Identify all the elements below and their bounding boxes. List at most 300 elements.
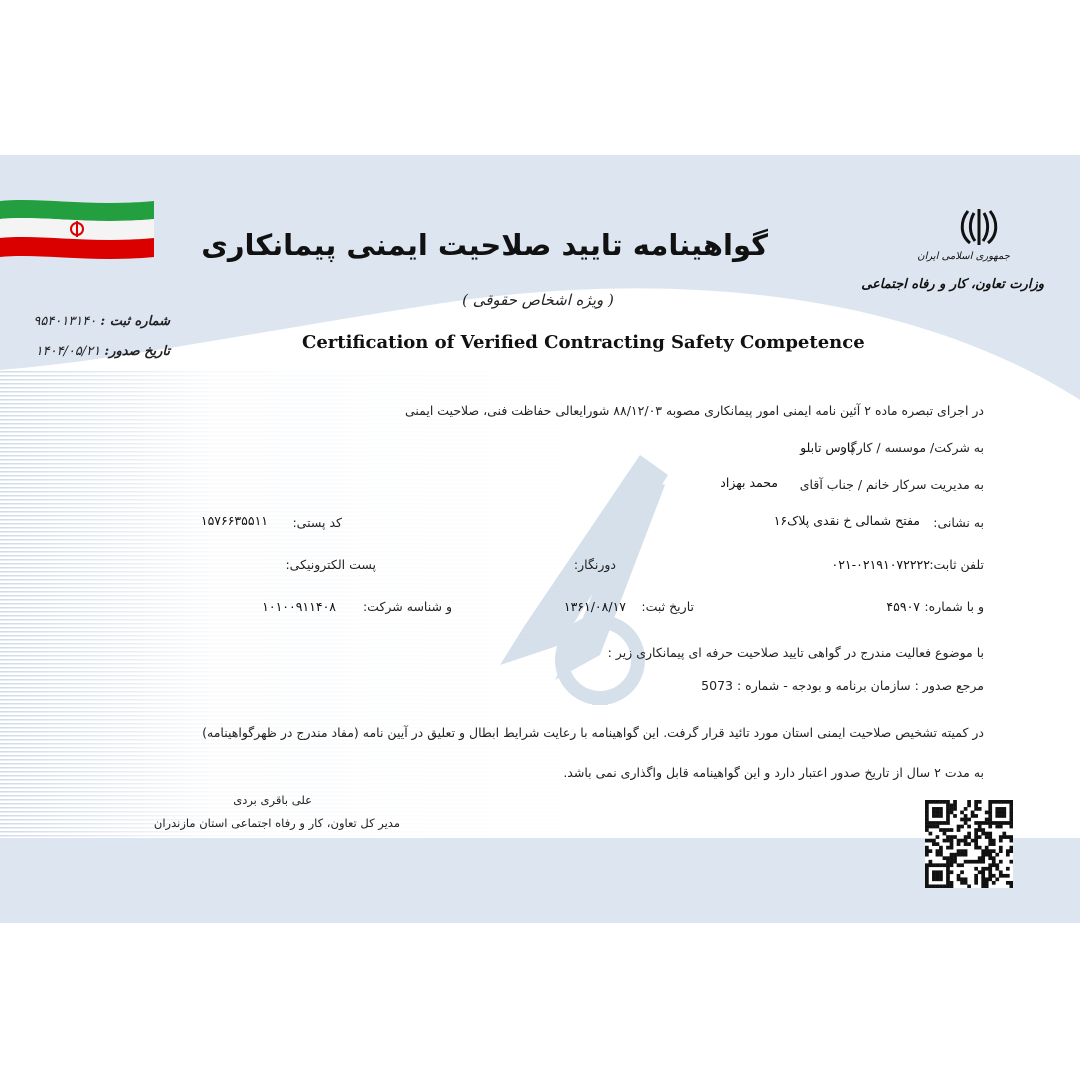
qr-module (999, 860, 1003, 864)
regdate-label: تاریخ ثبت: (641, 599, 694, 614)
qr-module (999, 870, 1003, 874)
address-label: به نشانی: (933, 515, 984, 530)
qr-module (929, 821, 933, 825)
qr-module (950, 835, 954, 839)
qr-module (981, 856, 985, 860)
registration-number-label: شماره ثبت : (100, 314, 170, 329)
qr-module (1006, 853, 1010, 857)
qr-module (999, 800, 1003, 804)
qr-module (950, 811, 954, 815)
qr-module (967, 818, 971, 822)
qr-module (1006, 874, 1010, 878)
qr-module (946, 804, 950, 808)
qr-module (974, 807, 978, 811)
qr-module (1009, 839, 1013, 843)
qr-module (1009, 800, 1013, 804)
qr-module (925, 800, 929, 804)
qr-module (943, 828, 947, 832)
qr-module (932, 821, 936, 825)
qr-module (999, 807, 1003, 811)
qr-module (981, 867, 985, 871)
qr-module (932, 811, 936, 815)
qr-module (999, 846, 1003, 850)
qr-module (995, 811, 999, 815)
qr-module (946, 814, 950, 818)
qr-module (957, 825, 961, 829)
qr-module (974, 804, 978, 808)
qr-module (995, 825, 999, 829)
qr-module (932, 807, 936, 811)
qr-module (978, 846, 982, 850)
qr-module (953, 853, 957, 857)
qr-module (988, 811, 992, 815)
qr-module (1009, 818, 1013, 822)
qr-module (988, 800, 992, 804)
qr-module (946, 818, 950, 822)
postal-code-label: کد پستی: (292, 515, 342, 530)
qr-module (1002, 835, 1006, 839)
qr-module (1009, 849, 1013, 853)
qr-module (925, 870, 929, 874)
qr-module (946, 870, 950, 874)
qr-module (981, 881, 985, 885)
qr-module (939, 811, 943, 815)
qr-module (950, 853, 954, 857)
qr-module (974, 835, 978, 839)
qr-module (936, 874, 940, 878)
qr-module (957, 863, 961, 867)
qr-module (995, 807, 999, 811)
qr-module (1006, 821, 1010, 825)
qr-module (1009, 807, 1013, 811)
issue-date (36, 344, 170, 359)
qr-module (988, 825, 992, 829)
qr-module (939, 877, 943, 881)
qr-module (953, 804, 957, 808)
qr-module (957, 853, 961, 857)
qr-module (999, 839, 1003, 843)
qr-module (960, 825, 964, 829)
qr-module (960, 849, 964, 853)
qr-module (1009, 846, 1013, 850)
qr-module (967, 825, 971, 829)
qr-module (950, 804, 954, 808)
qr-module (960, 881, 964, 885)
qr-module (978, 828, 982, 832)
qr-module (946, 863, 950, 867)
regnum-label: و با شماره: (924, 599, 984, 614)
qr-module (943, 839, 947, 843)
qr-module (932, 877, 936, 881)
qr-module (988, 877, 992, 881)
qr-module (939, 863, 943, 867)
qr-module (939, 821, 943, 825)
manager-label: به مدیریت سرکار خانم / جناب آقای (799, 477, 984, 492)
qr-module (985, 853, 989, 857)
qr-module (1006, 849, 1010, 853)
qr-module (950, 881, 954, 885)
qr-module (925, 821, 929, 825)
qr-module (953, 835, 957, 839)
qr-module (978, 821, 982, 825)
signatory-position: مدیر کل تعاون، کار و رفاه اجتماعی استان مازندران (153, 816, 400, 830)
qr-module (946, 807, 950, 811)
page-subtitle-fa: ( ویژه اشخاص حقوقی ) (462, 291, 614, 309)
qr-module (939, 870, 943, 874)
qr-module (925, 881, 929, 885)
qr-module (936, 842, 940, 846)
validity-text: به مدت ۲ سال از تاریخ صدور اعتبار دارد و این گواهینامه قابل واگذاری نمی باشد. (563, 765, 984, 780)
qr-module (929, 860, 933, 864)
qr-module (953, 814, 957, 818)
qr-module (985, 821, 989, 825)
qr-module (1002, 821, 1006, 825)
qr-module (985, 881, 989, 885)
qr-module (981, 853, 985, 857)
qr-module (957, 877, 961, 881)
qr-module (957, 874, 961, 878)
qr-module (946, 821, 950, 825)
qr-module (988, 839, 992, 843)
qr-module (978, 825, 982, 829)
qr-module (929, 849, 933, 853)
qr-module (925, 839, 929, 843)
qr-module (925, 849, 929, 853)
qr-module (957, 839, 961, 843)
qr-module (925, 825, 929, 829)
qr-module (943, 884, 947, 888)
qr-module (953, 800, 957, 804)
qr-module (995, 867, 999, 871)
qr-module (953, 856, 957, 860)
qr-module (1009, 804, 1013, 808)
qr-module (964, 814, 968, 818)
qr-module (950, 807, 954, 811)
qr-module (946, 835, 950, 839)
qr-module (967, 860, 971, 864)
qr-module (978, 807, 982, 811)
qr-module (925, 814, 929, 818)
company-value: پارس تابلو (800, 440, 854, 455)
qr-module (939, 800, 943, 804)
qr-module (974, 867, 978, 871)
qr-module (964, 835, 968, 839)
qr-module (932, 839, 936, 843)
qr-module (1002, 807, 1006, 811)
iran-emblem-icon (958, 207, 1000, 247)
qr-module (999, 874, 1003, 878)
qr-module (978, 870, 982, 874)
qr-module (925, 818, 929, 822)
qr-module (988, 856, 992, 860)
qr-module (1002, 814, 1006, 818)
iran-flag-icon (0, 197, 156, 261)
qr-module (929, 832, 933, 836)
intro-text: در اجرای تبصره ماده ۲ آئین نامه ایمنی امور پیمانکاری مصوبه ۸۸/۱۲/۰۳ شورایعالی حفاظت فنی، صلاحیت ایمنی (404, 403, 984, 418)
qr-module (981, 821, 985, 825)
qr-module (946, 828, 950, 832)
republic-label: جمهوری اسلامی ایران (917, 251, 1010, 262)
qr-module (960, 818, 964, 822)
page-title-fa: گواهینامه تایید صلاحیت ایمنی پیمانکاری (201, 228, 768, 262)
qr-module (981, 884, 985, 888)
qr-module (985, 811, 989, 815)
qr-module (939, 853, 943, 857)
qr-module (981, 860, 985, 864)
qr-module (971, 860, 975, 864)
qr-module (992, 856, 996, 860)
email-label: پست الکترونیکی: (285, 557, 376, 572)
qr-module (985, 832, 989, 836)
qr-module (950, 863, 954, 867)
qr-module (950, 884, 954, 888)
ministry-label: وزارت تعاون، کار و رفاه اجتماعی (861, 277, 1044, 292)
qr-module (1002, 811, 1006, 815)
national-id-label: و شناسه شرکت: (362, 599, 452, 614)
qr-module (936, 814, 940, 818)
qr-module (988, 842, 992, 846)
signatory-name: علی باقری بردی (233, 793, 312, 807)
qr-module (999, 835, 1003, 839)
qr-module (929, 863, 933, 867)
qr-module (960, 863, 964, 867)
qr-module (995, 863, 999, 867)
qr-module (943, 832, 947, 836)
qr-module (960, 811, 964, 815)
qr-module (964, 821, 968, 825)
qr-module (939, 874, 943, 878)
qr-module (967, 842, 971, 846)
qr-module (939, 846, 943, 850)
qr-module (946, 800, 950, 804)
regnum-value: ۴۵۹۰۷ (886, 599, 920, 614)
qr-module (988, 863, 992, 867)
qr-module (1009, 821, 1013, 825)
qr-module (1002, 800, 1006, 804)
qr-module (925, 828, 929, 832)
qr-module (988, 867, 992, 871)
regdate-value: ۱۳۶۱/۰۸/۱۷ (563, 599, 626, 614)
qr-module (964, 877, 968, 881)
manager-value: محمد بهزاد (720, 475, 778, 490)
qr-module (936, 807, 940, 811)
page-title-en: Certification of Verified Contracting Safety Competence (302, 332, 865, 353)
qr-module (929, 825, 933, 829)
qr-module (978, 800, 982, 804)
reference-text: مرجع صدور : سازمان برنامه و بودجه - شماره : 5073 (701, 678, 984, 693)
qr-module (981, 877, 985, 881)
qr-module (936, 853, 940, 857)
qr-module (974, 877, 978, 881)
qr-module (932, 842, 936, 846)
qr-module (999, 849, 1003, 853)
qr-module (932, 825, 936, 829)
qr-module (985, 835, 989, 839)
qr-module (971, 839, 975, 843)
qr-module (1002, 832, 1006, 836)
qr-module (939, 828, 943, 832)
qr-module (988, 807, 992, 811)
qr-module (978, 860, 982, 864)
qr-module (967, 804, 971, 808)
qr-module (999, 811, 1003, 815)
qr-module (950, 856, 954, 860)
qr-module (999, 825, 1003, 829)
qr-module (925, 884, 929, 888)
qr-module (967, 832, 971, 836)
activity-text: با موضوع فعالیت مندرج در گواهی تایید صلاحیت حرفه ای پیمانکاری زیر : (607, 645, 984, 660)
qr-module (974, 846, 978, 850)
qr-module (953, 860, 957, 864)
qr-module (988, 832, 992, 836)
qr-module (936, 849, 940, 853)
qr-module (981, 832, 985, 836)
qr-module (964, 881, 968, 885)
qr-module (964, 849, 968, 853)
qr-module (964, 853, 968, 857)
qr-module (943, 821, 947, 825)
qr-module (1002, 874, 1006, 878)
qr-module (992, 863, 996, 867)
qr-module (988, 804, 992, 808)
qr-module (957, 842, 961, 846)
postal-code-value: ۱۵۷۶۶۳۵۵۱۱ (200, 513, 268, 528)
qr-module (946, 884, 950, 888)
qr-module (971, 811, 975, 815)
qr-module (992, 860, 996, 864)
qr-module (946, 877, 950, 881)
qr-module (988, 853, 992, 857)
qr-module (936, 863, 940, 867)
qr-module (943, 856, 947, 860)
qr-module (978, 835, 982, 839)
qr-module (943, 800, 947, 804)
qr-module (960, 870, 964, 874)
qr-module (939, 814, 943, 818)
qr-module (946, 867, 950, 871)
qr-module (992, 874, 996, 878)
qr-module (995, 821, 999, 825)
qr-module (964, 860, 968, 864)
qr-module (988, 870, 992, 874)
qr-module (999, 821, 1003, 825)
qr-module (1009, 884, 1013, 888)
qr-module (946, 881, 950, 885)
qr-module (981, 870, 985, 874)
qr-module (1009, 835, 1013, 839)
qr-module (1009, 825, 1013, 829)
qr-module (964, 842, 968, 846)
qr-module (974, 828, 978, 832)
qr-module (925, 807, 929, 811)
issue-date-label: تاریخ صدور: (104, 344, 170, 359)
qr-module (946, 839, 950, 843)
qr-module (967, 884, 971, 888)
qr-module (936, 870, 940, 874)
qr-module (1009, 814, 1013, 818)
certificate-background (0, 155, 1080, 923)
qr-module (925, 877, 929, 881)
certificate (0, 155, 1080, 923)
qr-module (936, 877, 940, 881)
registration-number-value: ۹۵۴۰۱۳۱۴۰ (33, 314, 97, 329)
qr-module (964, 818, 968, 822)
qr-module (925, 863, 929, 867)
qr-module (950, 828, 954, 832)
qr-module (932, 863, 936, 867)
qr-module (985, 818, 989, 822)
qr-module (936, 800, 940, 804)
qr-module (946, 846, 950, 850)
qr-module (932, 814, 936, 818)
qr-module (953, 807, 957, 811)
qr-code (925, 800, 1013, 888)
qr-module (995, 877, 999, 881)
qr-module (939, 849, 943, 853)
qr-module (974, 881, 978, 885)
qr-module (946, 860, 950, 864)
qr-module (995, 853, 999, 857)
qr-module (936, 811, 940, 815)
qr-module (1009, 811, 1013, 815)
qr-module (950, 839, 954, 843)
qr-module (946, 811, 950, 815)
qr-module (967, 800, 971, 804)
qr-module (1006, 800, 1010, 804)
qr-module (1006, 835, 1010, 839)
qr-module (925, 853, 929, 857)
qr-module (974, 842, 978, 846)
qr-module (992, 849, 996, 853)
qr-module (932, 874, 936, 878)
qr-module (939, 884, 943, 888)
qr-module (988, 835, 992, 839)
qr-module (1009, 860, 1013, 864)
qr-module (943, 863, 947, 867)
qr-module (950, 846, 954, 850)
qr-module (981, 874, 985, 878)
qr-module (1006, 867, 1010, 871)
qr-module (981, 828, 985, 832)
qr-module (957, 828, 961, 832)
qr-module (1006, 881, 1010, 885)
qr-module (992, 800, 996, 804)
company-label: به شرکت/ موسسه / کارگاه (840, 440, 984, 455)
qr-module (995, 814, 999, 818)
qr-module (978, 856, 982, 860)
qr-module (985, 849, 989, 853)
registration-number (33, 314, 170, 329)
qr-module (946, 874, 950, 878)
qr-module (936, 825, 940, 829)
qr-module (929, 839, 933, 843)
qr-module (960, 839, 964, 843)
qr-module (985, 877, 989, 881)
qr-module (988, 814, 992, 818)
qr-module (974, 874, 978, 878)
qr-module (971, 814, 975, 818)
qr-module (964, 839, 968, 843)
qr-module (957, 849, 961, 853)
address-value: مفتح شمالی خ نقدی پلاک۱۶ (773, 513, 920, 528)
qr-module (936, 884, 940, 888)
qr-module (988, 821, 992, 825)
qr-module (967, 835, 971, 839)
qr-module (929, 884, 933, 888)
qr-module (981, 849, 985, 853)
qr-module (992, 881, 996, 885)
qr-module (974, 800, 978, 804)
